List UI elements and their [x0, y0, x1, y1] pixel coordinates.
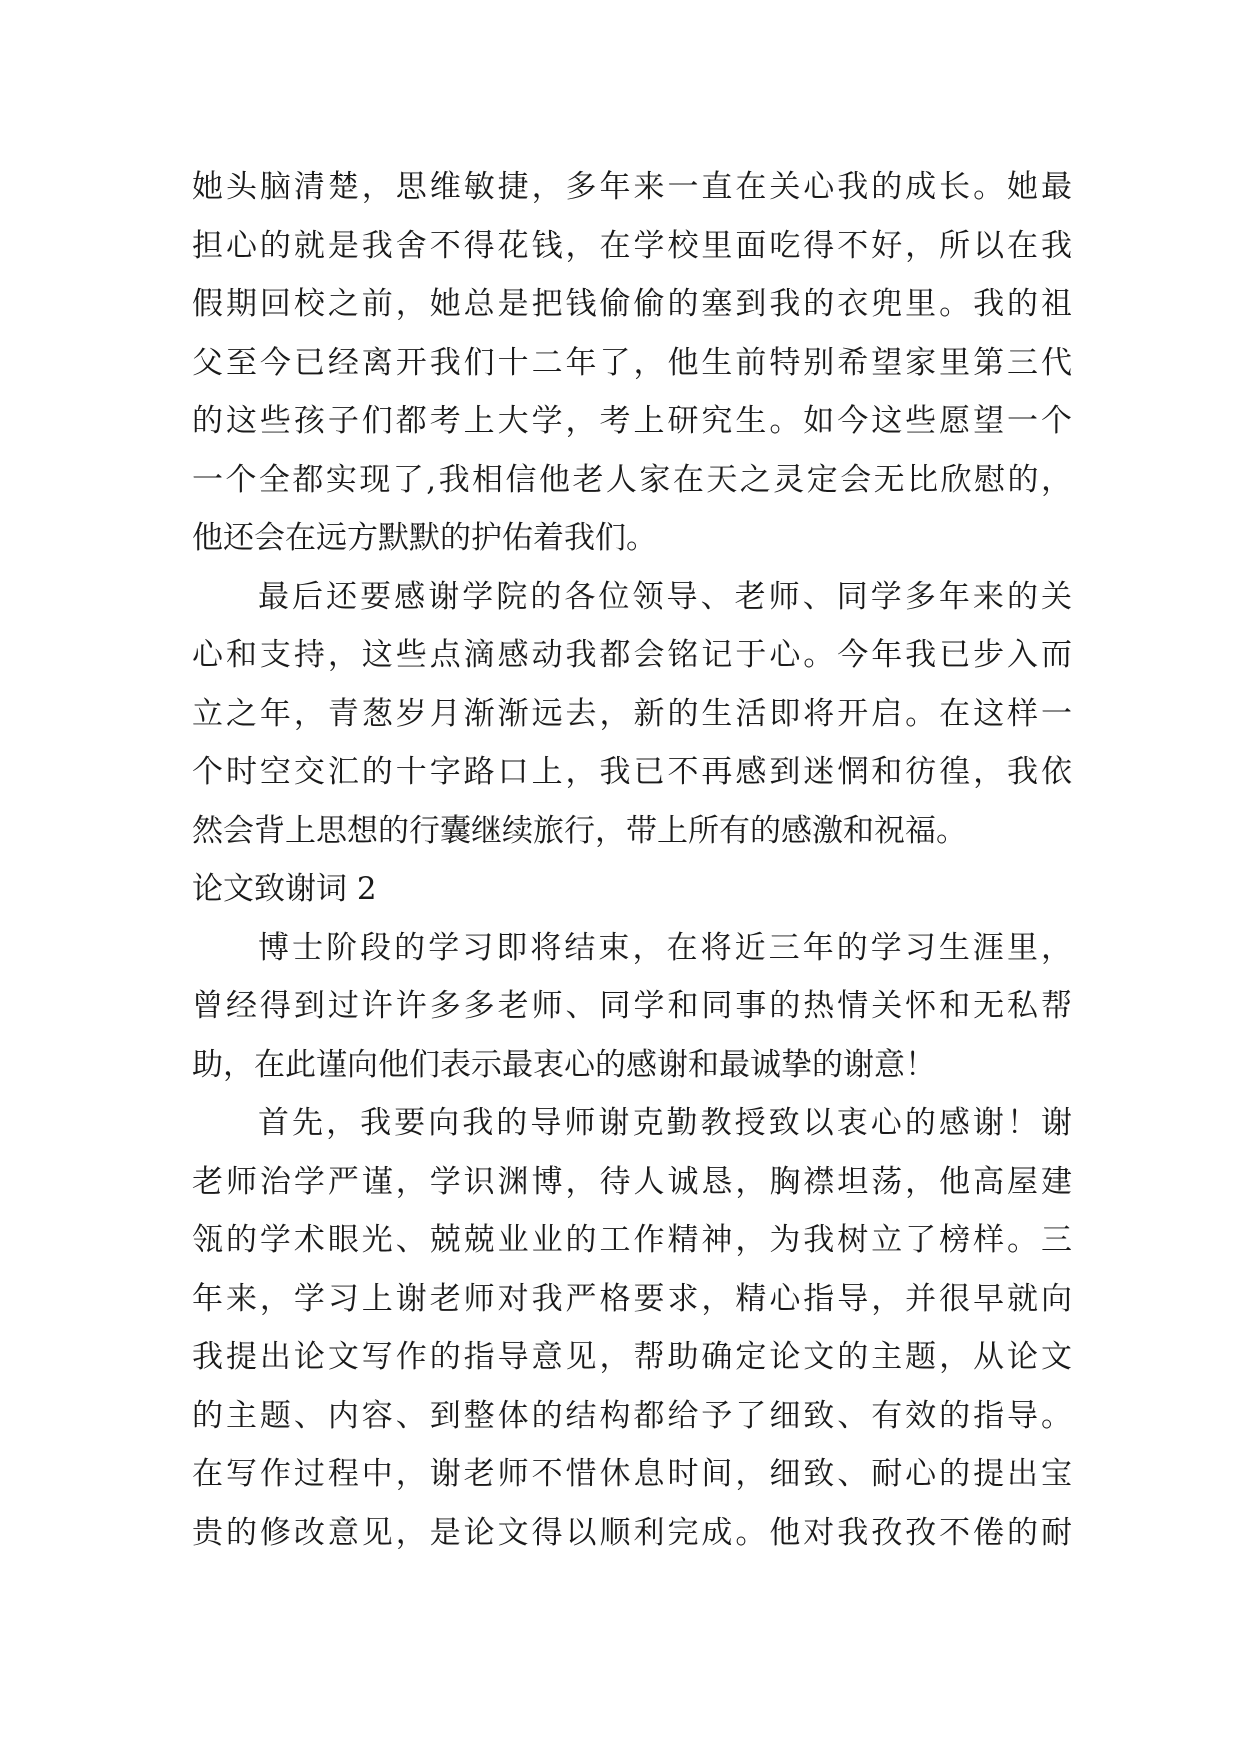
document-body: [192, 158, 1072, 1562]
paragraph-grandparents: [192, 158, 1072, 568]
text-line: 我提出论文写作的指导意见，帮助确定论文的主题，从论文: [192, 1339, 1072, 1375]
text-line: 助，在此谨向他们表示最衷心的感谢和最诚挚的谢意！: [192, 1046, 936, 1083]
text-line: 一个全都实现了,我相信他老人家在天之灵定会无比欣慰的，: [192, 461, 1072, 498]
text-line: 在写作过程中，谢老师不惜休息时间，细致、耐心的提出宝: [192, 1456, 1072, 1492]
text-line: 他还会在远方默默的护佑着我们。: [192, 520, 657, 556]
paragraph-advisor-thanks: [192, 1094, 1072, 1562]
text-line: 首先，我要向我的导师谢克勤教授致以衷心的感谢！谢: [258, 1105, 1072, 1141]
text-line: 父至今已经离开我们十二年了，他生前特别希望家里第三代: [192, 344, 1072, 381]
section-heading: 论文致谢词 2: [192, 871, 377, 907]
text-line: 假期回校之前，她总是把钱偷偷的塞到我的衣兜里。我的祖: [192, 286, 1072, 322]
paragraph-phd-intro: [192, 919, 1072, 1095]
text-line: 担心的就是我舍不得花钱，在学校里面吃得不好，所以在我: [192, 227, 1072, 264]
text-line: 个时空交汇的十字路口上，我已不再感到迷惘和彷徨，我依: [192, 754, 1072, 790]
text-line: 博士阶段的学习即将结束，在将近三年的学习生涯里，: [258, 929, 1072, 966]
text-line: 然会背上思想的行囊继续旅行，带上所有的感激和祝福。: [192, 812, 967, 849]
text-line: 贵的修改意见，是论文得以顺利完成。他对我孜孜不倦的耐: [192, 1514, 1072, 1551]
text-line: 曾经得到过许许多多老师、同学和同事的热情关怀和无私帮: [192, 988, 1072, 1024]
text-line: 瓴的学术眼光、兢兢业业的工作精神，为我树立了榜样。三: [192, 1222, 1072, 1258]
paragraph-college-thanks: [192, 568, 1072, 861]
text-line: 立之年，青葱岁月渐渐远去，新的生活即将开启。在这样一: [192, 695, 1072, 732]
text-line: 老师治学严谨，学识渊博，待人诚恳，胸襟坦荡，他高屋建: [192, 1163, 1072, 1200]
text-line: 的这些孩子们都考上大学，考上研究生。如今这些愿望一个: [192, 403, 1072, 439]
text-line: 她头脑清楚，思维敏捷，多年来一直在关心我的成长。她最: [192, 169, 1072, 205]
text-line: 的主题、内容、到整体的结构都给予了细致、有效的指导。: [192, 1397, 1072, 1434]
text-line: 年来，学习上谢老师对我严格要求，精心指导，并很早就向: [192, 1280, 1072, 1317]
text-line: 心和支持，这些点滴感动我都会铭记于心。今年我已步入而: [192, 637, 1072, 673]
text-line: 最后还要感谢学院的各位领导、老师、同学多年来的关: [258, 578, 1072, 615]
